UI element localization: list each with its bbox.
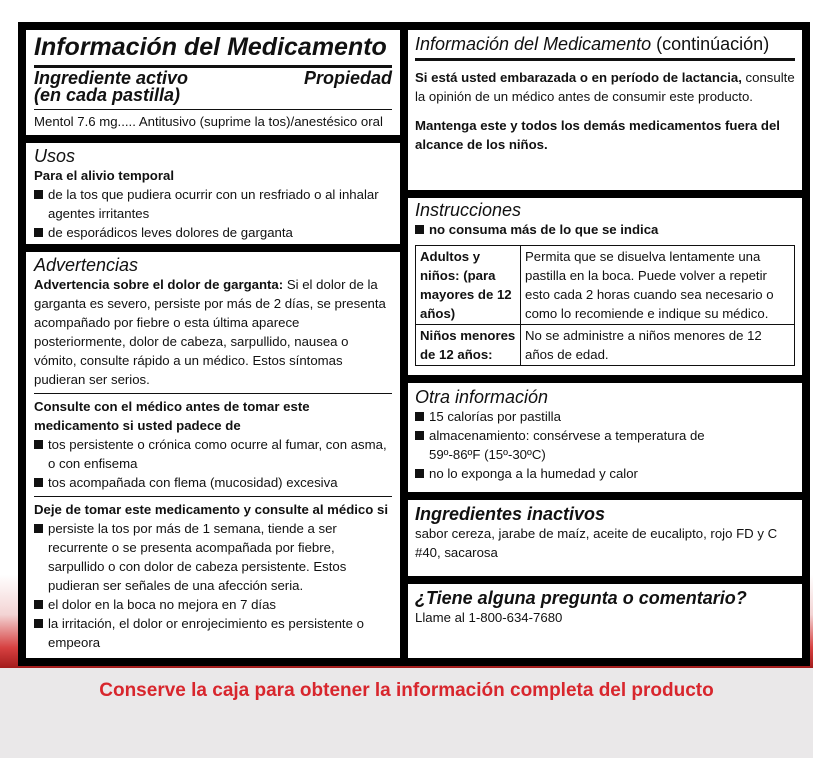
active-ingredient-heading: Ingrediente activo — [34, 68, 189, 88]
active-ingredient-sub: (en cada pastilla) — [34, 85, 181, 105]
list-item: de esporádicos leves dolores de garganta — [34, 223, 392, 242]
table-row — [416, 246, 795, 325]
list-item: tos acompañada con flema (mucosidad) excesiva — [34, 473, 392, 492]
list-item: almacenamiento: consérvese a temperatura de 59º-86ºF (15º-30ºC) — [415, 426, 795, 464]
square-bullet-icon — [415, 225, 424, 234]
square-bullet-icon — [415, 412, 424, 421]
square-bullet-icon — [34, 190, 43, 199]
square-bullet-icon — [415, 431, 424, 440]
table-cell: Niños menores de 12 años: — [416, 325, 521, 366]
directions-note: no consuma más de lo que se indica — [415, 220, 795, 239]
questions-heading: ¿Tiene alguna pregunta o comentario? — [415, 588, 747, 608]
list-item: tos persistente o crónica como ocurre al fumar, con asma, o con enfisema — [34, 435, 392, 473]
list-item: no lo exponga a la humedad y calor — [415, 464, 795, 483]
pregnancy-warning: Si está usted embarazada o en período de lactancia, consulte la opinión de un médico antes de consumir este producto. — [415, 70, 795, 104]
keep-out-of-reach: Mantenga este y todos los demás medicamentos fuera del alcance de los niños. — [415, 118, 780, 152]
warnings-heading: Advertencias — [34, 255, 139, 275]
square-bullet-icon — [34, 478, 43, 487]
warnings-box — [26, 252, 400, 658]
questions-phone: Llame al 1-800-634-7680 — [415, 610, 563, 625]
other-information-box — [408, 383, 802, 492]
list-item: persiste la tos por más de 1 semana, tiende a ser recurrente o se presenta acompañada por fiebre, sarpullido o con dolor de cabeza persistente. Estos pudieran ser señales de una afección seria. — [34, 519, 392, 595]
list-item: la irritación, el dolor or enrojecimiento es persistente o empeora — [34, 614, 392, 652]
uses-heading: Usos — [34, 146, 76, 166]
uses-intro: Para el alivio temporal — [34, 168, 174, 183]
sore-throat-warning: Advertencia sobre el dolor de garganta: Si el dolor de la garganta es severo, persiste por más de 2 días, se presenta acompañado por fiebre o esta última aparece posteriormente, dolor de cabeza, sarpullido, nausea o vómito, consulte rápido a un médico. Estos síntomas pudieran ser serios. — [34, 277, 386, 387]
active-ingredient-line: Mentol 7.6 mg..... Antitusivo (suprime la tos)/anestésico oral — [34, 114, 383, 129]
table-row — [416, 325, 795, 366]
uses-box — [26, 143, 400, 244]
stop-use-heading: Deje de tomar este medicamento y consulte al médico si — [34, 502, 388, 517]
square-bullet-icon — [34, 619, 43, 628]
directions-box — [408, 198, 802, 375]
inactive-ingredients-box — [408, 500, 802, 576]
table-cell: No se administre a niños menores de 12 años de edad. — [521, 325, 795, 366]
drug-facts-title: Información del Medicamento — [34, 33, 387, 61]
questions-box — [408, 584, 802, 658]
square-bullet-icon — [34, 228, 43, 237]
table-cell: Permita que se disuelva lentamente una pastilla en la boca. Puede volver a repetir esto cada 2 horas cuando sea necesario o como lo recomiende e indique su médico. — [521, 246, 795, 325]
table-cell: Adultos y niños: (para mayores de 12 años) — [416, 246, 521, 325]
list-item: el dolor en la boca no mejora en 7 días — [34, 595, 392, 614]
directions-table — [415, 245, 795, 366]
list-item: 15 calorías por pastilla — [415, 407, 795, 426]
list-item: de la tos que pudiera ocurrir con un resfriado o al inhalar agentes irritantes — [34, 185, 392, 223]
other-information-heading: Otra información — [415, 387, 549, 407]
square-bullet-icon — [34, 600, 43, 609]
drug-facts-panel — [18, 22, 810, 666]
square-bullet-icon — [415, 469, 424, 478]
inactive-ingredients-text: sabor cereza, jarabe de maíz, aceite de eucalipto, rojo FD y C #40, sacarosa — [415, 526, 778, 560]
inactive-ingredients-heading: Ingredientes inactivos — [415, 504, 606, 524]
active-ingredient-box — [26, 30, 400, 135]
square-bullet-icon — [34, 524, 43, 533]
continuation-title: Información del Medicamento (continúación) — [415, 34, 770, 54]
footer-note: Conserve la caja para obtener la información completa del producto — [99, 680, 714, 701]
ask-doctor-heading: Consulte con el médico antes de tomar este medicamento si usted padece de — [34, 399, 310, 433]
directions-heading: Instrucciones — [415, 200, 522, 220]
continuation-box — [408, 30, 802, 190]
purpose-heading: Propiedad — [303, 68, 392, 88]
square-bullet-icon — [34, 440, 43, 449]
